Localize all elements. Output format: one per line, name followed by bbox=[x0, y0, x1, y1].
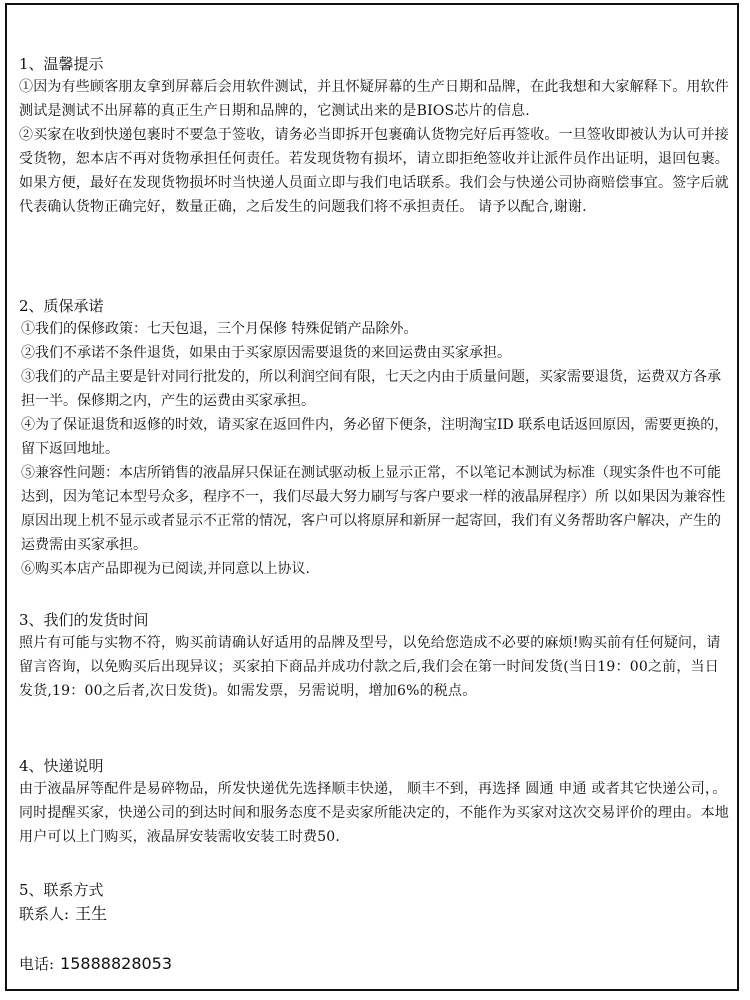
section-title: 2、质保承诺 bbox=[19, 297, 104, 315]
list-item: ⑥购买本店产品即视为已阅读,并同意以上协议. bbox=[21, 561, 310, 577]
warranty-list bbox=[19, 317, 731, 581]
phone-number: 15888828053 bbox=[60, 954, 173, 973]
contact-label: 联系人: bbox=[19, 905, 70, 923]
phone-block bbox=[19, 951, 731, 977]
section-title: 4、快递说明 bbox=[19, 757, 104, 775]
contact-name: 王生 bbox=[75, 904, 108, 923]
section-warm-tips bbox=[19, 53, 731, 219]
list-item: ①我们的保修政策：七天包退，三个月保修 特殊促销产品除外。 bbox=[21, 321, 418, 337]
document-page bbox=[5, 3, 739, 991]
section-title: 3、我们的发货时间 bbox=[19, 611, 149, 629]
contact-person-line bbox=[19, 901, 731, 927]
section-title: 5、联系方式 bbox=[19, 881, 104, 899]
paragraph: ②买家在收到快递包裹时不要急于签收，请务必当即拆开包裹确认货物完好后再签收。一旦签收即被认为认可并接受货物，恕本店不再对货物承担任何责任。若发现货物有损坏，请立即拒绝签收并让派件员作出证明，退回包裹。如果方便，最好在发现货物损坏时当快递人员面立即与我们电话联系。我们会与快递公司协商赔偿事宜。签字后就代表确认货物正确完好，数量正确，之后发生的问题我们将不承担责任。 请予以配合,谢谢. bbox=[19, 127, 729, 215]
phone-label: 电话: bbox=[19, 955, 55, 973]
list-item: ②我们不承诺不条件退货，如果由于买家原因需要退货的来回运费由买家承担。 bbox=[21, 345, 511, 361]
phone-line bbox=[19, 951, 731, 977]
list-item: ④为了保证退货和返修的时效，请买家在返回件内，务必留下便条，注明淘宝ID 联系电话返回原因，需要更换的，留下返回地址。 bbox=[21, 417, 729, 457]
paragraph: ①因为有些顾客朋友拿到屏幕后会用软件测试，并且怀疑屏幕的生产日期和品牌，在此我想和大家解释下。用软件测试是测试不出屏幕的真正生产日期和品牌的，它测试出来的是BIOS芯片的信息. bbox=[19, 79, 729, 119]
section-title: 1、温馨提示 bbox=[19, 55, 104, 73]
list-item: ③我们的产品主要是针对同行批发的，所以利润空间有限，七天之内由于质量问题，买家需要退货，运费双方各承担一半。保修期之内，产生的运费由买家承担。 bbox=[21, 369, 721, 409]
section-contact bbox=[19, 879, 731, 927]
list-item: ⑤兼容性问题：本店所销售的液晶屏只保证在测试驱动板上显示正常，不以笔记本测试为标准（现实条件也不可能达到，因为笔记本型号众多，程序不一，我们尽最大努力刷写与客户要求一样的液晶屏程序）所 以如果因为兼容性原因出现上机不显示或者显示不正常的情况，客户可以将原屏和新屏一起寄回，我们有义务帮助客户解决，产生的运费需由买家承担。 bbox=[21, 465, 726, 553]
section-shipping-time bbox=[19, 609, 731, 703]
section-courier bbox=[19, 755, 731, 849]
section-warranty bbox=[19, 295, 731, 581]
paragraph: 照片有可能与实物不符，购买前请确认好适用的品牌及型号，以免给您造成不必要的麻烦!购买前有任何疑问，请留言咨询，以免购买后出现异议；买家拍下商品并成功付款之后,我们会在第一时间发货(当日19：00之前，当日发货,19：00之后者,次日发货)。如需发票，另需说明，增加6%的税点。 bbox=[19, 635, 721, 699]
paragraph: 由于液晶屏等配件是易碎物品，所发快递优先选择顺丰快递， 顺丰不到，再选择 圆通 申通 或者其它快递公司，。同时提醒买家，快递公司的到达时间和服务态度不是卖家所能决定的，不能作为买家对这次交易评价的理由。本地用户可以上门购买，液晶屏安装需收安装工时费50. bbox=[19, 781, 729, 845]
